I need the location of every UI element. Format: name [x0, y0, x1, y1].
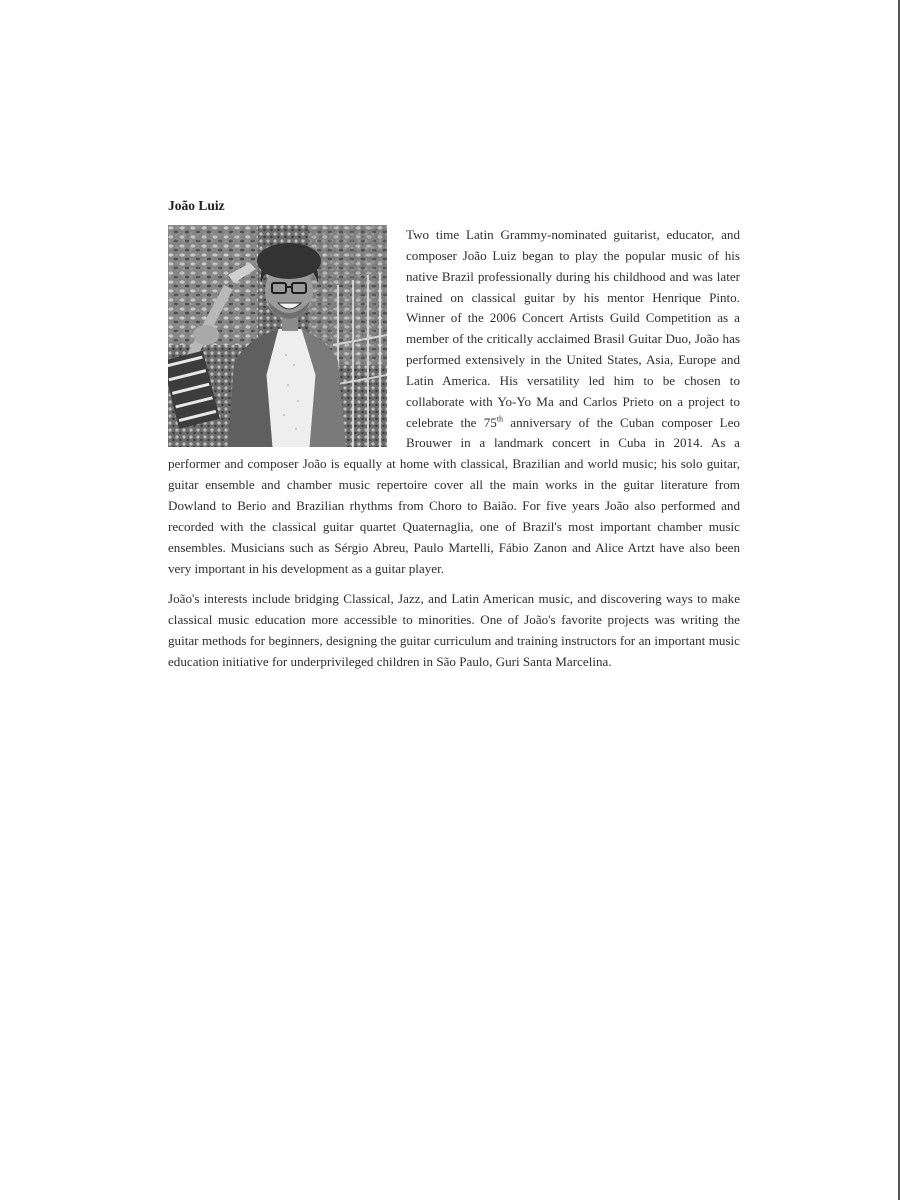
bio-name-heading: João Luiz	[168, 198, 225, 213]
bio-paragraph-1-continued: anniversary of the Cuban composer Leo Brouwer in a landmark concert in Cuba in 2014. As a performer and composer João is equally at home with classical, Brazilian and world music; his solo guitar, guitar ensemble and chamber music repertoire cover all the main works in the guitar literature from Dowland to Berio and Brazilian rhythms from Choro to Baião. For five years João also performed and recorded with the classical guitar quartet Quaternaglia, one of Brazil's most important chamber music ensembles. Musicians such as Sérgio Abreu, Paulo Martelli, Fábio Zanon and Alice Artzt have also been very important in his development as a guitar player.	[168, 414, 740, 576]
bio-paragraph-1-text: Two time Latin Grammy-nominated guitarist, educator, and composer João Luiz began to play the popular music of his native Brazil professionally during his childhood and was later trained on classical guitar by his mentor Henrique Pinto. Winner of the 2006 Concert Artists Guild Competition as a member of the critically acclaimed Brasil Guitar Duo, João has performed extensively in the United States, Asia, Europe and Latin America. His versatility led him to be chosen to collaborate with Yo-Yo Ma and Carlos Prieto on a project to celebrate the 75	[406, 227, 740, 430]
ordinal-suffix: th	[496, 414, 504, 424]
bio-section	[168, 196, 740, 673]
portrait-photo	[168, 225, 387, 447]
bio-paragraph-2: João's interests include bridging Classical, Jazz, and Latin American music, and discovering ways to make classical music education more accessible to minorities. One of João's favorite projects was writing the guitar methods for beginners, designing the guitar curriculum and training instructors for an important music education initiative for underprivileged children in São Paulo, Guri Santa Marcelina.	[168, 591, 740, 669]
